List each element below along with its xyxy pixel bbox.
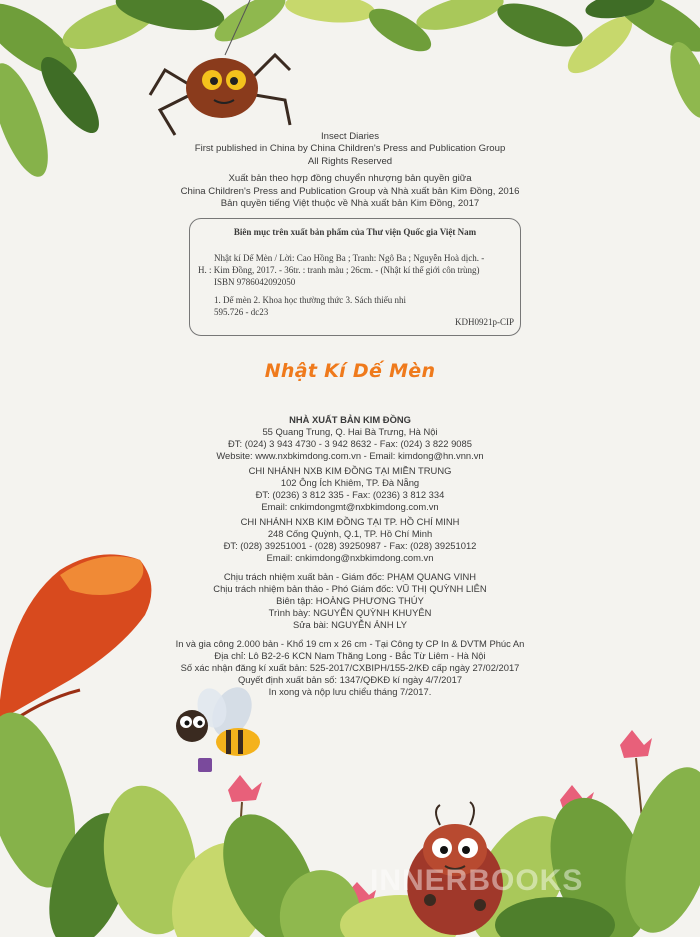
print-line: Quyết định xuất bản số: 1347/QĐKĐ kí ngày 4/7/2017 <box>237 674 463 686</box>
branch-hcm-line: 248 Cống Quỳnh, Q.1, TP. Hồ Chí Minh <box>267 528 433 539</box>
publisher-line: ĐT: (024) 3 943 4730 - 3 942 8632 - Fax: (024) 3 822 9085 <box>228 438 472 449</box>
copyright-line: All Rights Reserved <box>307 155 393 167</box>
staff-credits <box>0 571 700 631</box>
publisher-line: Website: www.nxbkimdong.com.vn - Email: kimdong@hn.vnn.vn <box>216 450 484 461</box>
publisher-info <box>0 414 700 564</box>
cip-line: 1. Dế mèn 2. Khoa học thường thức 3. Sách thiếu nhi <box>214 295 406 305</box>
staff-line: Chịu trách nhiệm bản thảo - Phó Giám đốc: VŨ THỊ QUỲNH LIÊN <box>213 583 487 595</box>
staff-line: Sửa bài: NGUYỄN ÁNH LY <box>293 619 407 631</box>
copyright-line: First published in China by China Children's Press and Publication Group <box>194 143 506 155</box>
cip-line: H. : Kim Đồng, 2017. - 36tr. : tranh màu ; 26cm. - (Nhật kí thế giới côn trùng) <box>198 265 480 275</box>
copyright-line: Xuất bản theo hợp đồng chuyển nhượng bản quyền giữa <box>228 173 472 185</box>
printing-info <box>0 638 700 698</box>
branch-central-line: 102 Ông Ích Khiêm, TP. Đà Nẵng <box>280 477 420 488</box>
copyright-line: Bản quyền tiếng Việt thuộc về Nhà xuất bản Kim Đồng, 2017 <box>220 198 480 210</box>
cip-code: KDH0921p-CIP <box>454 317 514 328</box>
print-line: Số xác nhận đăng kí xuất bản: 525-2017/CXBIPH/155-2/KĐ cấp ngày 27/02/2017 <box>180 662 520 674</box>
cip-line: 595.726 - dc23 <box>214 307 269 317</box>
bottom-leaves-illustration <box>0 703 700 937</box>
publisher-line: 55 Quang Trung, Q. Hai Bà Trưng, Hà Nội <box>262 426 438 437</box>
publisher-name: NHÀ XUẤT BẢN KIM ĐỒNG <box>289 414 411 425</box>
staff-line: Chịu trách nhiệm xuất bản - Giám đốc: PHẠM QUANG VINH <box>223 571 477 582</box>
copyright-notice <box>0 131 700 210</box>
print-line: Địa chỉ: Lô B2-2-6 KCN Nam Thăng Long - Bắc Từ Liêm - Hà Nội <box>214 650 486 662</box>
copyright-line: China Children's Press and Publication Group và Nhà xuất bản Kim Đồng, 2016 <box>180 185 520 197</box>
watermark: INNERBOOKS <box>370 864 584 897</box>
cip-catalog-box <box>189 218 521 336</box>
branch-hcm-line: ĐT: (028) 39251001 - (028) 39250987 - Fax: (028) 39251012 <box>223 540 477 551</box>
book-title: Nhật Kí Dế Mèn <box>264 360 436 382</box>
branch-central-line: Email: cnkimdongmt@nxbkimdong.com.vn <box>261 501 439 512</box>
print-line: In xong và nộp lưu chiểu tháng 7/2017. <box>268 686 432 698</box>
copyright-line: Insect Diaries <box>320 131 380 142</box>
branch-hcm-line: CHI NHÁNH NXB KIM ĐỒNG TẠI TP. HỒ CHÍ MINH <box>240 516 460 527</box>
cip-line: Nhật kí Dế Mèn / Lời: Cao Hồng Ba ; Tranh: Ngô Ba ; Nguyễn Hoà dịch. - <box>214 253 485 263</box>
print-line: In và gia công 2.000 bản - Khổ 19 cm x 26 cm - Tại Công ty CP In & DVTM Phúc An <box>175 638 525 649</box>
branch-central-line: CHI NHÁNH NXB KIM ĐỒNG TẠI MIỀN TRUNG <box>248 465 452 476</box>
cip-line: ISBN 9786042092050 <box>214 277 296 287</box>
branch-hcm-line: Email: cnkimdong@nxbkimdong.com.vn <box>266 552 434 563</box>
cip-title: Biên mục trên xuất bản phẩm của Thư viện Quốc gia Việt Nam <box>233 227 477 237</box>
staff-line: Trình bày: NGUYỄN QUỲNH KHUYÊN <box>268 607 432 619</box>
staff-line: Biên tập: HOÀNG PHƯƠNG THÚY <box>276 595 424 607</box>
branch-central-line: ĐT: (0236) 3 812 335 - Fax: (0236) 3 812 334 <box>255 489 445 500</box>
